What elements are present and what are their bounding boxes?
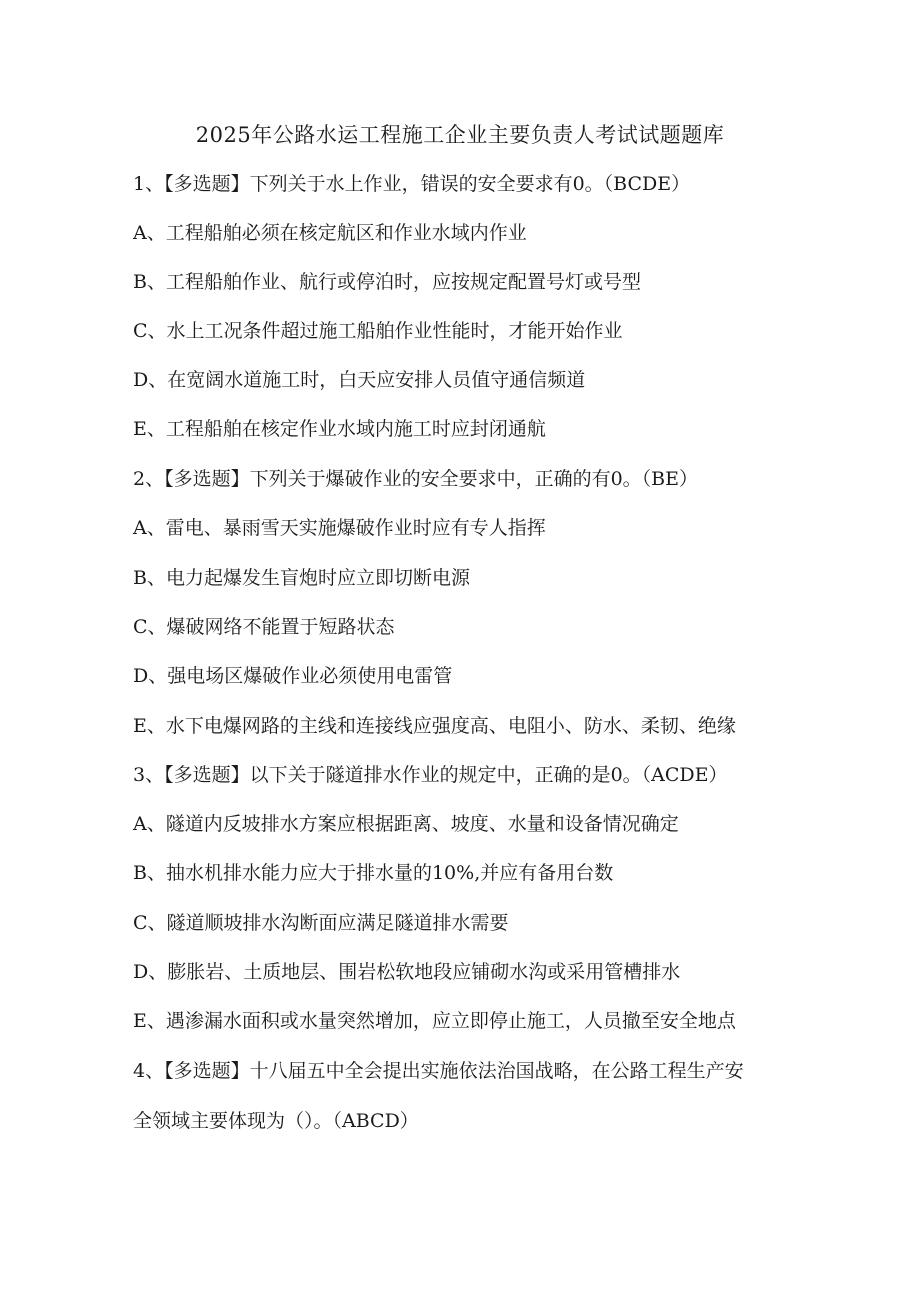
question-1-option-a: A、工程船舶必须在核定航区和作业水域内作业	[133, 222, 527, 244]
question-1-option-e: E、工程船舶在核定作业水域内施工时应封闭通航	[133, 418, 546, 440]
document-title: 2025年公路水运工程施工企业主要负责人考试试题题库	[195, 123, 725, 147]
question-2-option-b: B、电力起爆发生盲炮时应立即切断电源	[133, 567, 470, 589]
question-2-option-d: D、强电场区爆破作业必须使用电雷管	[133, 665, 453, 687]
question-2-stem: 2、【多选题】下列关于爆破作业的安全要求中，正确的有0。（BE）	[133, 468, 699, 490]
question-2-option-e: E、水下电爆网路的主线和连接线应强度高、电阻小、防水、柔韧、绝缘	[133, 715, 736, 737]
question-2-option-a: A、雷电、暴雨雪天实施爆破作业时应有专人指挥	[133, 517, 546, 539]
question-1-option-d: D、在宽阔水道施工时，白天应安排人员值守通信频道	[133, 369, 586, 391]
question-2-option-c: C、爆破网络不能置于短路状态	[133, 616, 395, 638]
question-3-option-b: B、抽水机排水能力应大于排水量的10%,并应有备用台数	[133, 862, 614, 884]
question-1-option-b: B、工程船舶作业、航行或停泊时，应按规定配置号灯或号型	[133, 271, 641, 293]
question-1-stem: 1、【多选题】下列关于水上作业，错误的安全要求有0。（BCDE）	[133, 173, 691, 195]
question-3-option-e: E、遇渗漏水面积或水量突然增加，应立即停止施工，人员撤至安全地点	[133, 1010, 736, 1032]
question-3-option-a: A、隧道内反坡排水方案应根据距离、坡度、水量和设备情况确定	[133, 813, 679, 835]
question-1-option-c: C、水上工况条件超过施工船舶作业性能时，才能开始作业	[133, 320, 623, 342]
question-3-option-c: C、隧道顺坡排水沟断面应满足隧道排水需要	[133, 912, 509, 934]
question-4-stem-line-1: 4、【多选题】十八届五中全会提出实施依法治国战略，在公路工程生产安	[133, 1060, 744, 1082]
question-3-option-d: D、膨胀岩、土质地层、围岩松软地段应铺砌水沟或采用管槽排水	[133, 961, 681, 983]
question-4-stem-line-2: 全领域主要体现为（）。（ABCD）	[133, 1110, 419, 1132]
question-3-stem: 3、【多选题】以下关于隧道排水作业的规定中，正确的是0。（ACDE）	[133, 764, 728, 786]
